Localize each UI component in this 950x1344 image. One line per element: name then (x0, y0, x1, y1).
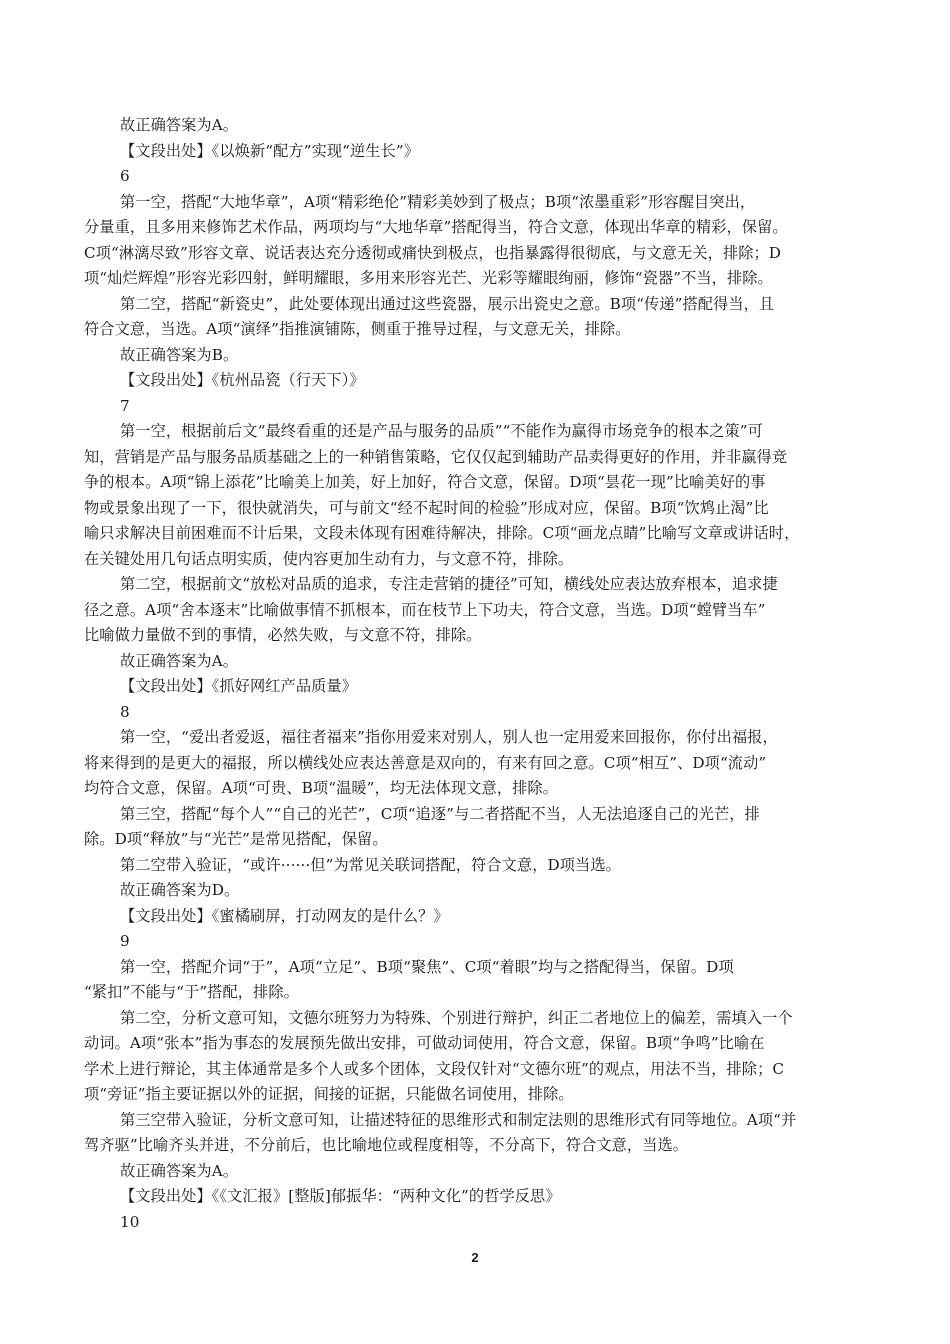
text-line: 符合文意，当选。A项“演绎”指推演铺陈，侧重于推导过程，与文意无关，排除。 (84, 320, 631, 338)
text-line: 8 (120, 702, 130, 721)
text-line: 物或景象出现了一下，很快就消失，可与前文“经不起时间的检验”形成对应，保留。B项“饮鸩止渴”比 (84, 498, 769, 517)
answer-explanations-body (84, 113, 866, 1235)
text-line: 喻只求解决目前困难而不计后果，文段未体现有困难待解决，排除。C项“画龙点睛”比喻写文章或讲话时， (84, 524, 800, 542)
text-line: 故正确答案为A。 (120, 651, 239, 670)
text-line: “紧扣”不能与“于”搭配，排除。 (84, 983, 299, 1001)
text-line: 9 (120, 932, 130, 950)
text-line: 将来得到的是更大的福报，所以横线处应表达善意是双向的，有来有回之意。C项“相互”、D项“流动” (84, 753, 767, 772)
text-line: 第三空，搭配“每个人”“自己的光芒”，C项“追逐”与二者搭配不当，人无法追逐自己的光芒，排 (120, 804, 760, 823)
page-number: 2 (471, 1250, 479, 1265)
text-line: 第二空，搭配“新瓷史”，此处要体现出通过这些瓷器，展示出瓷史之意。B项“传递”搭配得当，且 (120, 294, 775, 313)
text-line: 6 (120, 167, 130, 185)
text-line: 【文段出处】《《文汇报》[整版]郁振华：“两种文化”的哲学反思》 (120, 1187, 561, 1205)
text-line: 7 (120, 396, 130, 415)
text-line: 第二空，根据前文“放松对品质的追求，专注走营销的捷径”可知，横线处应表达放弃根本，追求捷 (120, 575, 778, 593)
text-line: 故正确答案为A。 (120, 1161, 239, 1180)
text-line: 比喻做力量做不到的事情，必然失败，与文意不符，排除。 (84, 626, 482, 644)
text-line: 学术上进行辩论，其主体通常是多个人或多个团体，文段仅针对“文德尔班”的观点，用法不当，排除；C (84, 1059, 785, 1078)
text-line: 故正确答案为A。 (120, 116, 239, 134)
text-line: 在关键处用几句话点明实质，使内容更加生动有力，与文意不符，排除。 (84, 549, 574, 568)
text-line: 第二空带入验证，“或许······但”为常见关联词搭配，符合文意，D项当选。 (120, 855, 621, 874)
text-line: 径之意。A项“舍本逐末”比喻做事情不抓根本，而在枝节上下功夫，符合文意，当选。D项“螳臂当车” (84, 600, 766, 619)
text-line: 项“旁证”指主要证据以外的证据，间接的证据，只能做名词使用，排除。 (84, 1085, 574, 1103)
text-line: 驾齐驱”比喻齐头并进，不分前后，也比喻地位或程度相等，不分高下，符合文意，当选。 (84, 1136, 689, 1154)
text-line: 第一空，搭配介词“于”，A项“立足”、B项“聚焦”、C项“着眼”均与之搭配得当，保留。D项 (120, 957, 734, 976)
text-line: 争的根本。A项“锦上添花”比喻美上加美，好上加好，符合文意，保留。D项“昙花一现”比喻美好的事 (84, 473, 766, 491)
text-line: 除。D项“释放”与“光芒”是常见搭配，保留。 (84, 830, 388, 848)
text-line: 动词。A项“张本”指为事态的发展预先做出安排，可做动词使用，符合文意，保留。B项“争鸣”比喻在 (84, 1034, 765, 1052)
text-line: 【文段出处】《蜜橘刷屏，打动网友的是什么？》 (120, 906, 449, 925)
text-line: 第三空带入验证，分析文意可知，让描述特征的思维形式和制定法则的思维形式有同等地位。A项“并 (120, 1110, 797, 1129)
text-line: 知，营销是产品与服务品质基础之上的一种销售策略，它仅仅起到辅助产品卖得更好的作用，并非赢得竞 (84, 447, 788, 466)
text-line: 均符合文意，保留。A项“可贵、B项“温暖”，均无法体现文意，排除。 (84, 779, 558, 797)
text-line: 项“灿烂辉煌”形容光彩四射，鲜明耀眼，多用来形容光芒、光彩等耀眼绚丽，修饰“瓷器”不当，排除。 (84, 269, 773, 287)
text-line: 【文段出处】《以焕新“配方”实现“逆生长”》 (120, 141, 420, 160)
text-line: 分量重，且多用来修饰艺术作品，两项均与“大地华章”搭配得当，符合文意，体现出华章的精彩，保留。 (84, 218, 788, 236)
text-line: 第一空，“爱出者爱返，福往者福来”指你用爱来对别人，别人也一定用爱来回报你，你付出福报， (120, 728, 778, 746)
text-line: C项“淋漓尽致”形容文章、说话表达充分透彻或痛快到极点，也指暴露得很彻底，与文意无关，排除；D (84, 243, 782, 262)
text-line: 故正确答案为B。 (120, 345, 239, 364)
text-line: 10 (120, 1212, 140, 1231)
text-line: 故正确答案为D。 (120, 881, 240, 899)
text-line: 【文段出处】《杭州品瓷（行天下）》 (120, 371, 365, 389)
text-line: 第一空，搭配“大地华章”，A项“精彩绝伦”精彩美妙到了极点；B项“浓墨重彩”形容醒目突出， (120, 192, 756, 211)
text-line: 【文段出处】《抓好网红产品质量》 (120, 677, 357, 695)
text-line: 第一空，根据前后文“最终看重的还是产品与服务的品质”“不能作为赢得市场竞争的根本之策”可 (120, 422, 763, 440)
text-line: 第二空，分析文意可知，文德尔班努力为特殊、个别进行辩护，纠正二者地位上的偏差，需填入一个 (120, 1008, 793, 1027)
